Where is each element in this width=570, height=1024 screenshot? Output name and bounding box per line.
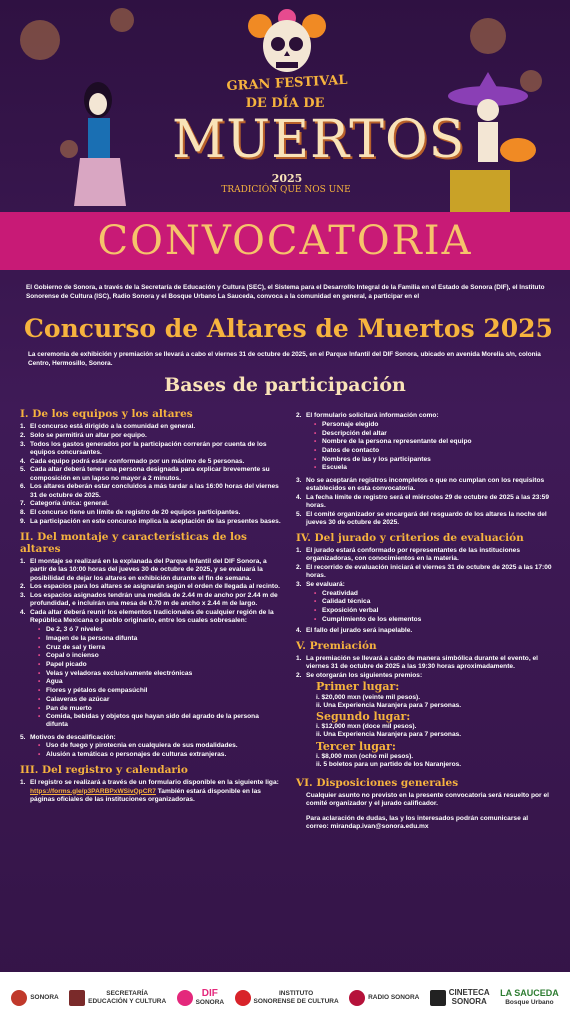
list-subitem: • Velas y veladoras exclusivamente electrónicas (38, 669, 193, 677)
list-item: 1. La premiación se llevará a cabo de manera simbólica durante el evento, el viernes 31 de octubre de 2025 a las 19:30 horas aproximadamente. (296, 655, 538, 671)
list-item: 1. El registro se realizará a través de un formulario disponible en la siguiente liga: https://forms.gle/p3PARBPxWSivQpCR7 También estará disponible en las páginas oficiales de las instituciones organizadoras. (20, 779, 279, 803)
list-subitem: • Flores y pétalos de cempasúchil (38, 687, 148, 695)
list-item: 2. El formulario solicitará información como: (296, 412, 439, 419)
skull-icon (244, 6, 330, 82)
sec-logo-icon (69, 990, 85, 1006)
radio-sonora-logo-icon (349, 990, 365, 1006)
prize-line: ii. 5 boletos para un partido de los Naranjeros. (316, 761, 462, 769)
prize-line: ii. Una Experiencia Naranjera para 7 personas. (316, 731, 462, 739)
convocatoria-title: CONVOCATORIA (97, 218, 473, 264)
logo-radio-sonora: RADIO SONORA (349, 990, 419, 1006)
prize-line: i. $8,000 mxn (ocho mil pesos). (316, 752, 414, 760)
sonora-logo-icon (11, 990, 27, 1006)
list-subitem: • Agua (38, 678, 63, 686)
list-subitem: • Comida, bebidas y objetos que hayan sido del agrado de la persona difunta (38, 713, 259, 729)
list-item: 4. El fallo del jurado será inapelable. (296, 627, 413, 635)
list-item: 3. No se aceptarán registros incompletos o que no cumplan con los requisitos establecidos en esta convocatoria. (296, 476, 545, 492)
right-column (296, 412, 552, 831)
list-subitem: • Creatividad (314, 589, 358, 597)
list-subitem: • Personaje elegido (314, 420, 379, 428)
section-1-list (20, 423, 282, 526)
list-item: 4. Cada altar deberá reunir los elementos tradicionales de cualquier región de la República Mexicana o pueblo originario, entre los cuales sobresalen: (20, 609, 274, 625)
list-subitem: • Pan de muerto (38, 704, 92, 712)
list-item: 3. Todos los gastos generados por la participación correrán por cuenta de los equipos concursantes. (20, 440, 267, 456)
list-item: 5. El comité organizador se encargará del resguardo de los altares la noche del jueves 30 de octubre de 2025. (296, 510, 547, 526)
list-item: 9. La participación en este concurso implica la aceptación de las presentes bases. (20, 517, 281, 525)
list-item: 5. Cada altar deberá tener una persona designada para explicar brevemente su composición en un lapso no mayor a 2 minutos. (20, 466, 270, 482)
contest-title: Concurso de Altares de Muertos 2025 (24, 314, 553, 343)
list-item: 8. El concurso tiene un límite de registro de 20 equipos participantes. (20, 509, 241, 517)
list-item: 1. El jurado estará conformado por representantes de las instituciones organizadoras, con conocimientos en la materia. (296, 546, 520, 563)
list-item: 2. Los espacios para los altares se asignarán según el orden de llegada al recinto. (20, 583, 280, 591)
list-subitem: • Cumplimiento de los elementos (314, 615, 422, 623)
section-3-title: III. Del registro y calendario (20, 764, 188, 777)
general-provisions-paragraph: Cualquier asunto no previsto en la presente convocatoria será resuelto por el comité organizador y el jurado calificador. (306, 792, 549, 808)
registration-link[interactable]: https://forms.gle/p3PARBPxWSivQpCR7 (30, 787, 156, 795)
prize-third-title: Tercer lugar: (316, 739, 396, 753)
prize-second-title: Segundo lugar: (316, 710, 411, 724)
logo-isc: INSTITUTO SONORENSE DE CULTURA (235, 990, 339, 1006)
contact-paragraph: Para aclaración de dudas, las y los interesados podrán comunicarse al correo: mirandap.ivan@sonora.edu.mx (306, 814, 529, 830)
logo-sonora: SONORA (11, 990, 59, 1006)
list-item: 2. Solo se permitirá un altar por equipo. (20, 431, 147, 439)
festival-header (0, 0, 570, 210)
year-label: 2025 (271, 172, 303, 185)
left-column (20, 406, 282, 805)
prize-line: ii. Una Experiencia Naranjera para 7 personas. (316, 701, 462, 709)
list-item: 2. Se otorgarán los siguientes premios: (296, 672, 423, 680)
list-item: 4. Cada equipo podrá estar conformado por un máximo de 5 personas. (20, 457, 245, 465)
list-item: 1. El montaje se realizará en la explanada del Parque Infantil del DIF Sonora, a partir de las 10:00 horas del jueves 30 de octubre de 2025, y se evaluará la posibilidad de dejar los altares en exhibición durante el fin de semana. (20, 558, 267, 582)
list-subitem: • Papel picado (38, 661, 87, 668)
list-subitem: • Calaveras de azúcar (38, 695, 110, 703)
list-subitem: • Uso de fuego y pirotecnia en cualquiera de sus modalidades. (38, 742, 238, 750)
section-5-title: V. Premiación (296, 640, 377, 653)
list-subitem: • Alusión a temáticas o personajes de culturas extranjeras. (38, 751, 227, 759)
list-item: 2. El recorrido de evaluación iniciará el viernes 31 de octubre de 2025 a las 17:00 horas. (296, 563, 552, 580)
list-subitem: • Descripción del altar (314, 429, 387, 437)
isc-logo-icon (235, 990, 251, 1006)
prize-line: i. $20,000 mxn (veinte mil pesos). (316, 693, 421, 701)
list-subitem: • Calidad técnica (314, 598, 371, 606)
section-2-title: II. Del montaje y características de los altares (20, 531, 247, 556)
list-item: 5. Motivos de descalificación: (20, 733, 116, 741)
list-subitem: • Imagen de la persona difunta (38, 634, 138, 642)
intro-paragraph: El Gobierno de Sonora, a través de la Secretaría de Educación y Cultura (SEC), el Sistema para el Desarrollo Integral de la Familia en el Estado de Sonora (DIF), el Instituto Sonorense de Cultura (ISC), Radio Sonora y el Bosque Urbano La Sauceda, convoca a la comunidad en general, a participar en el (26, 284, 545, 300)
dif-logo-icon (177, 990, 193, 1006)
list-item: 3. Los espacios asignados tendrán una medida de 2.44 m de ancho por 2.44 m de profundidad, e incluirán una mesa de 0.70 m de ancho x 2.44 m de largo. (20, 592, 278, 608)
prize-first-title: Primer lugar: (316, 680, 400, 694)
catrina-icon (64, 78, 134, 208)
logo-dif: DIF SONORA (177, 990, 225, 1007)
list-item: 3. Se evaluará: (296, 580, 345, 588)
tagline: TRADICIÓN QUE NOS UNE (221, 185, 351, 195)
bases-title: Bases de participación (164, 374, 406, 396)
list-subitem: • Datos de contacto (314, 446, 380, 454)
logo-cineteca: CINETECA SONORA (430, 989, 490, 1007)
list-item: 1. El concurso está dirigido a la comunidad en general. (20, 423, 196, 430)
ceremony-paragraph: La ceremonia de exhibición y premiación se llevará a cabo el viernes 31 de octubre de 2025, en el Parque Infantil del DIF Sonora, ubicado en avenida Morelia s/n, colonia Centro, Hermosillo, Sonora. (28, 351, 541, 367)
list-subitem: • Escuela (314, 464, 347, 472)
prize-line: i. $12,000 mxn (doce mil pesos). (316, 723, 417, 731)
logo-la-sauceda: LA SAUCEDA Bosque Urbano (500, 988, 559, 1006)
list-subitem: • Exposición verbal (314, 607, 379, 615)
festival-label: GRAN FESTIVAL (226, 72, 348, 95)
sponsor-logo-bar (0, 972, 570, 1024)
list-subitem: • Cruz de sal y tierra (38, 643, 106, 651)
list-subitem: • Nombres de las y los participantes (314, 455, 431, 463)
muertos-title: MUERTOS (172, 110, 466, 170)
list-item: 4. La fecha límite de registro será el miércoles 29 de octubre de 2025 a las 23:59 horas. (296, 493, 549, 509)
list-item: 6. Los altares deberán estar concluidos a más tardar a las 16:00 horas del viernes 31 de octubre de 2025. (20, 483, 279, 499)
section-4-title: IV. Del jurado y criterios de evaluación (296, 531, 524, 544)
list-item: 7. Categoría única: general. (20, 500, 109, 508)
list-subitem: • Nombre de la persona representante del equipo (314, 438, 472, 446)
section-1-title: I. De los equipos y los altares (20, 408, 193, 420)
list-subitem: • De 2, 3 ó 7 niveles (38, 626, 103, 634)
list-subitem: • Copal o incienso (38, 652, 99, 660)
cineteca-logo-icon (430, 990, 446, 1006)
logo-sec: SECRETARÍA EDUCACIÓN Y CULTURA (69, 990, 166, 1006)
section-6-title: VI. Disposiciones generales (296, 777, 459, 790)
festival-de-label: DE DÍA DE (245, 96, 325, 111)
section-2-list (20, 558, 282, 759)
